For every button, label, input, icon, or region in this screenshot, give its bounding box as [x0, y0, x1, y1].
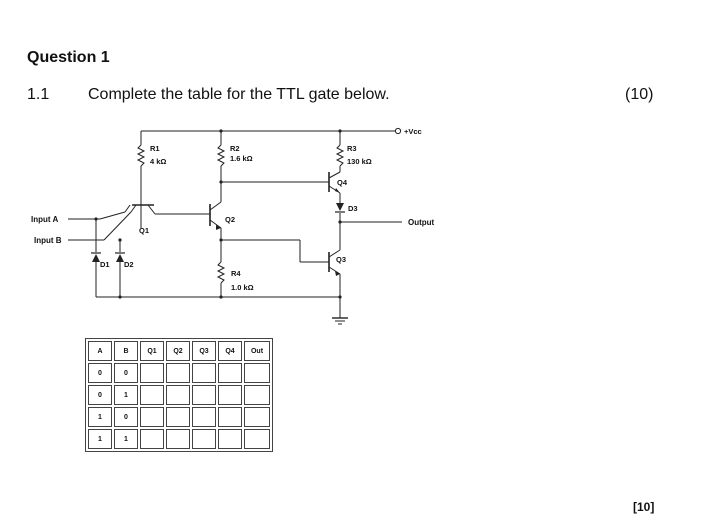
d3-label: D3 — [348, 204, 358, 213]
vcc-label: +Vcc — [404, 127, 422, 136]
r1-name: R1 — [150, 144, 160, 153]
table-cell: 0 — [88, 385, 112, 405]
header-cell: Q3 — [192, 341, 216, 361]
r3-name: R3 — [347, 144, 357, 153]
answer-cell[interactable] — [192, 429, 216, 449]
q3-label: Q3 — [336, 255, 347, 264]
r1-value: 4 kΩ — [150, 157, 167, 166]
answer-cell[interactable] — [166, 385, 190, 405]
table-row — [88, 363, 270, 383]
answer-cell[interactable] — [244, 363, 270, 383]
truth-table — [85, 338, 273, 452]
r4-value: 1.0 kΩ — [231, 283, 254, 292]
total-marks: [10] — [633, 500, 655, 514]
q4-label: Q4 — [337, 178, 348, 187]
r4-name: R4 — [231, 269, 241, 278]
d2-label: D2 — [124, 260, 134, 269]
table-row — [88, 385, 270, 405]
answer-cell[interactable] — [244, 407, 270, 427]
q1-label: Q1 — [139, 226, 150, 235]
answer-cell[interactable] — [166, 429, 190, 449]
question-title: Question 1 — [27, 49, 110, 66]
header-cell: Out — [244, 341, 270, 361]
answer-cell[interactable] — [140, 429, 164, 449]
table-cell: 0 — [114, 407, 138, 427]
answer-cell[interactable] — [140, 385, 164, 405]
answer-cell[interactable] — [218, 429, 242, 449]
input-a-label: Input A — [31, 215, 59, 224]
table-cell: 1 — [88, 407, 112, 427]
question-text: Complete the table for the TTL gate below. — [88, 86, 390, 103]
q2-label: Q2 — [225, 215, 236, 224]
input-b-label: Input B — [34, 236, 62, 245]
answer-cell[interactable] — [192, 363, 216, 383]
table-header-row — [88, 341, 270, 361]
header-cell: Q2 — [166, 341, 190, 361]
answer-cell[interactable] — [218, 385, 242, 405]
table-row — [88, 429, 270, 449]
header-cell: Q1 — [140, 341, 164, 361]
table-cell: 1 — [114, 429, 138, 449]
output-label: Output — [408, 218, 435, 227]
answer-cell[interactable] — [140, 407, 164, 427]
answer-cell[interactable] — [140, 363, 164, 383]
answer-cell[interactable] — [244, 429, 270, 449]
r2-value: 1.6 kΩ — [230, 154, 253, 163]
question-marks: (10) — [625, 86, 654, 103]
answer-cell[interactable] — [192, 385, 216, 405]
header-cell: B — [114, 341, 138, 361]
header-cell: A — [88, 341, 112, 361]
answer-cell[interactable] — [218, 363, 242, 383]
table-row — [88, 407, 270, 427]
d1-label: D1 — [100, 260, 110, 269]
header-cell: Q4 — [218, 341, 242, 361]
table-cell: 1 — [88, 429, 112, 449]
answer-cell[interactable] — [166, 407, 190, 427]
r2-name: R2 — [230, 144, 240, 153]
answer-cell[interactable] — [218, 407, 242, 427]
answer-cell[interactable] — [244, 385, 270, 405]
answer-cell[interactable] — [166, 363, 190, 383]
question-number: 1.1 — [27, 86, 50, 103]
answer-cell[interactable] — [192, 407, 216, 427]
table-cell: 0 — [88, 363, 112, 383]
r3-value: 130 kΩ — [347, 157, 372, 166]
table-cell: 0 — [114, 363, 138, 383]
table-cell: 1 — [114, 385, 138, 405]
